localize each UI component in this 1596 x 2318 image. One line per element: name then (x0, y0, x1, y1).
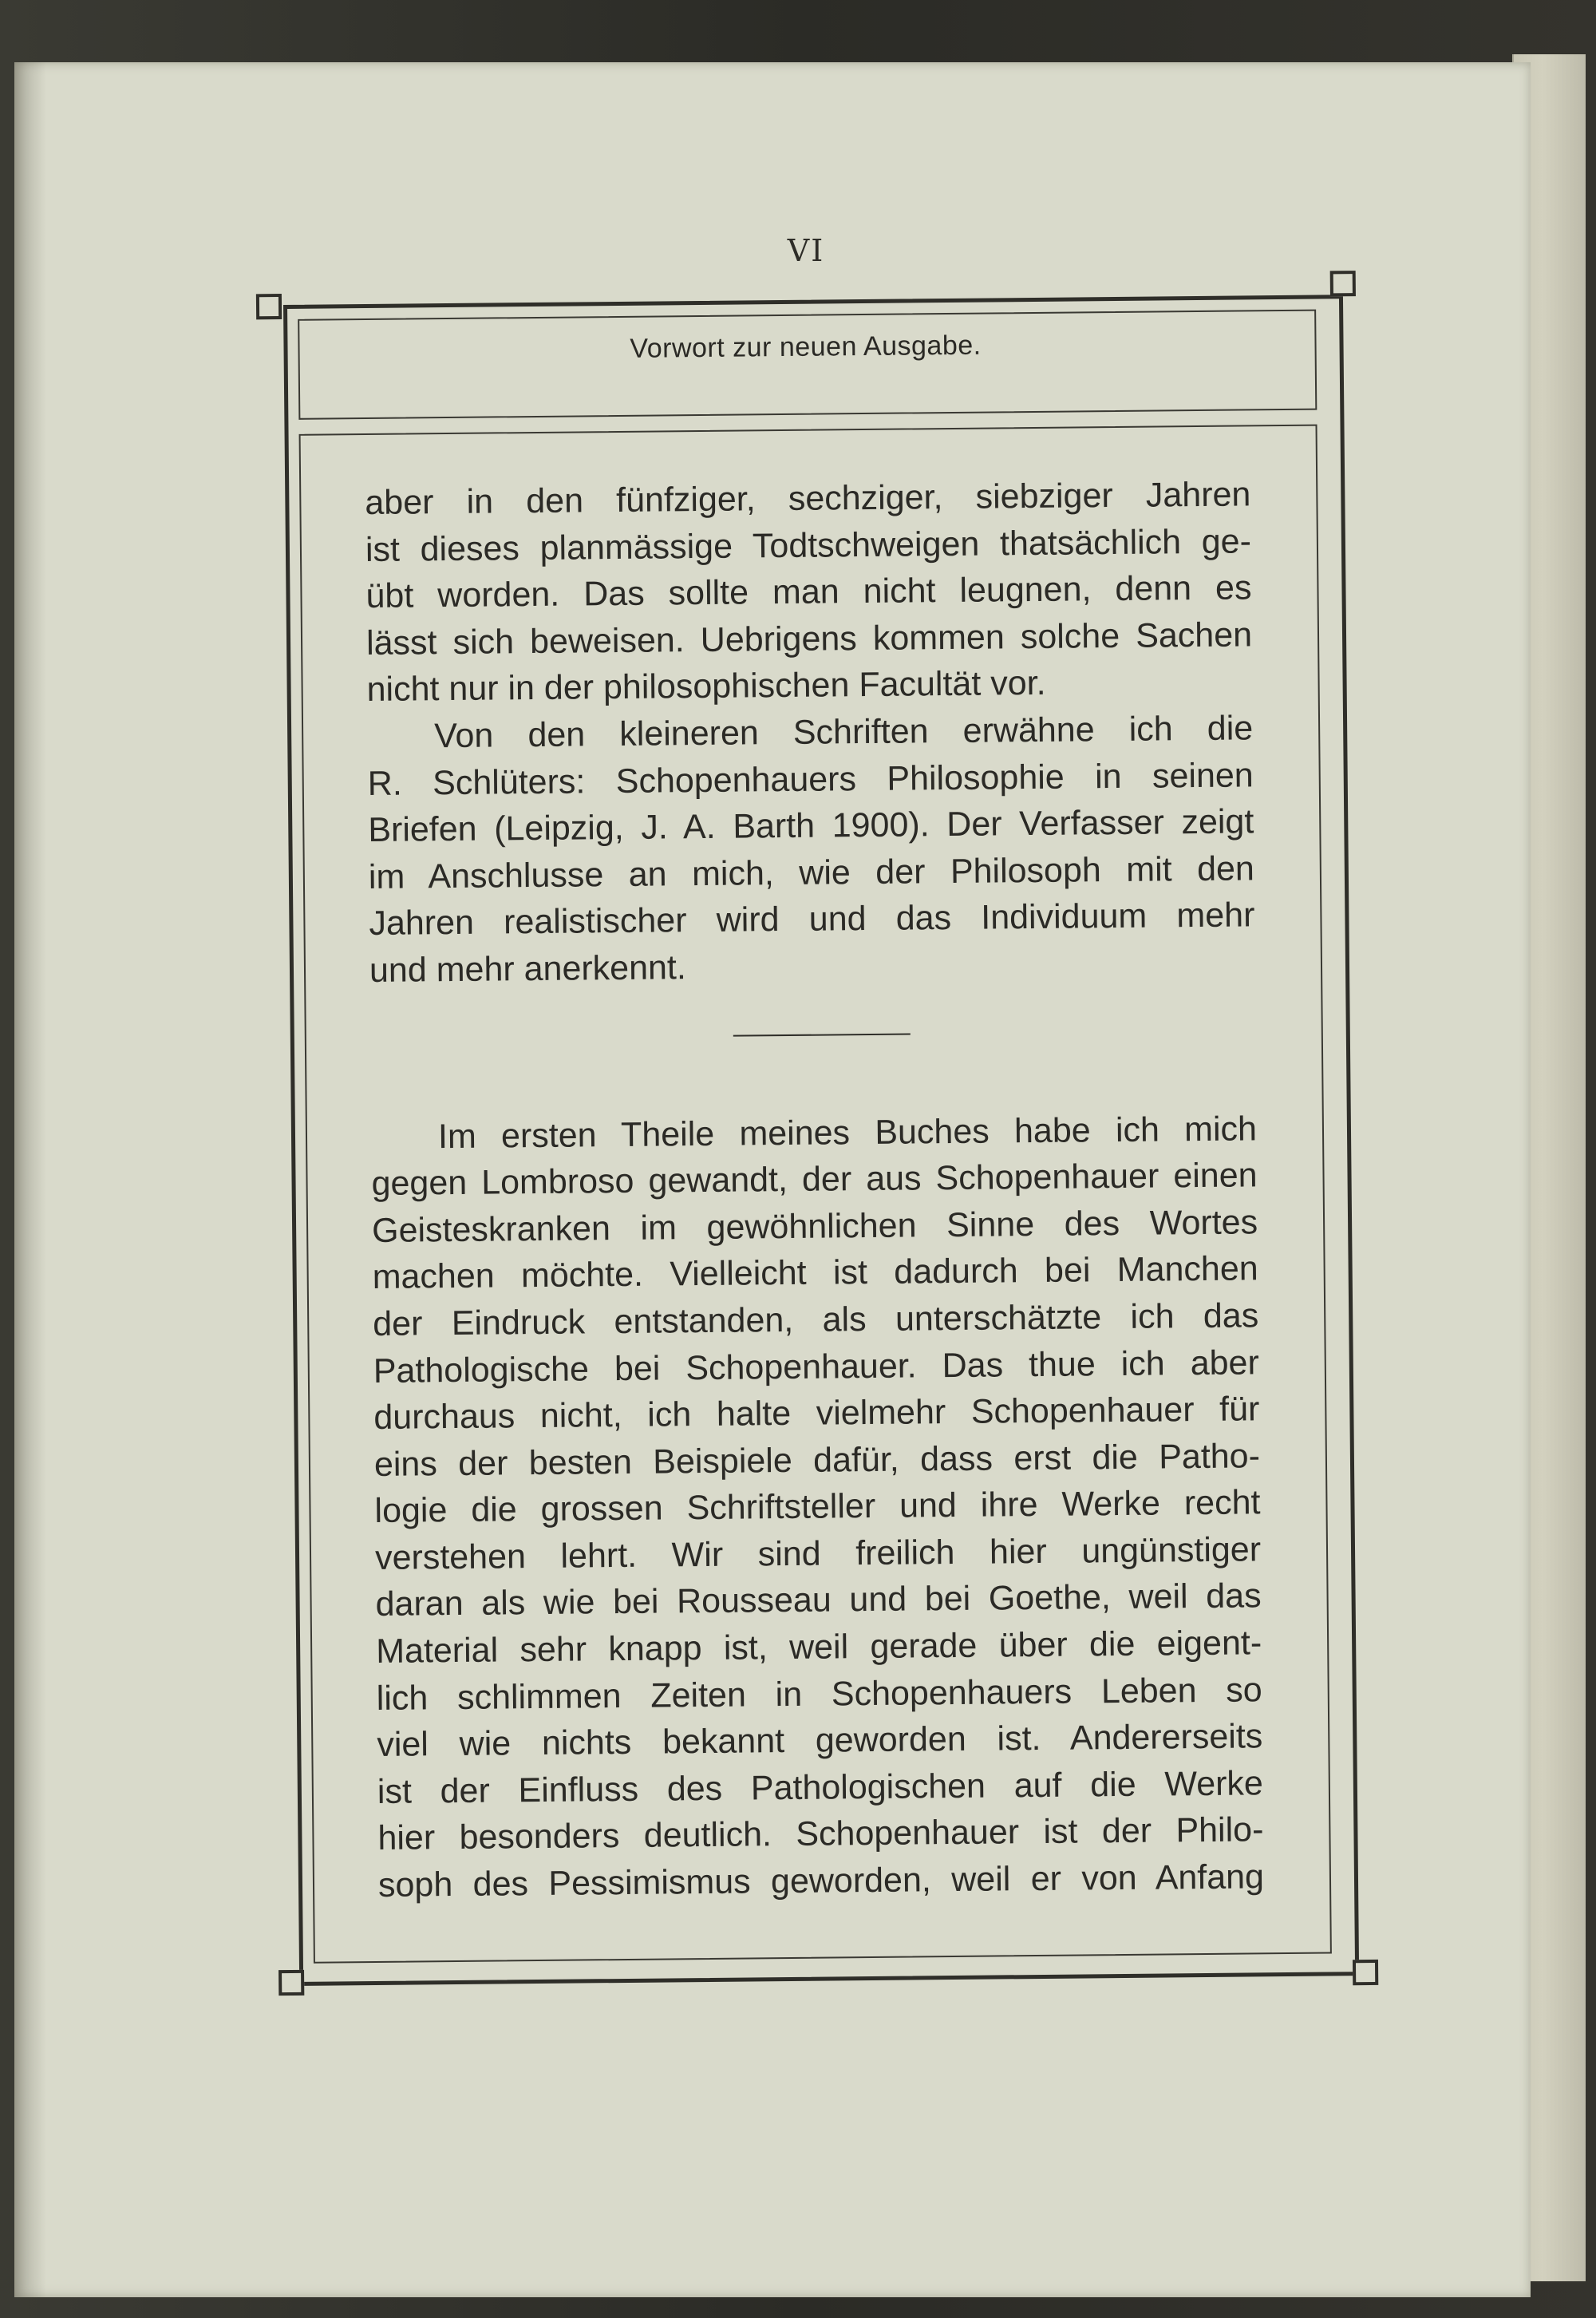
text-line: logie die grossen Schriftsteller und ihre Werke recht (374, 1483, 1261, 1531)
text-line: Pathologische bei Schopenhauer. Das thue ich aber (373, 1343, 1260, 1390)
text-line: der Eindruck entstanden, als unterschätzte ich das (373, 1296, 1259, 1343)
text-line: R. Schlüters: Schopenhauers Philosophie in seinen (367, 755, 1254, 803)
text-line: lich schlimmen Zeiten in Schopenhauers Leben so (376, 1670, 1262, 1718)
text-line: im Anschlusse an mich, wie der Philosoph mit den (368, 849, 1255, 896)
text-line: übt worden. Das sollte man nicht leugnen, denn es (365, 568, 1252, 616)
text-line: aber in den fünfziger, sechziger, siebziger Jahren (365, 475, 1251, 523)
text-line: daran als wie bei Rousseau und bei Goethe, weil das (375, 1576, 1262, 1624)
running-header: Vorwort zur neuen Ausgabe. (630, 330, 982, 364)
section-break (369, 986, 1256, 1114)
page-number: VI (787, 233, 825, 268)
ornamental-frame (283, 295, 1359, 1986)
text-line: verstehen lehrt. Wir sind freilich hier ungünstiger (374, 1530, 1262, 1577)
text-line: Material sehr knapp ist, weil gerade über die eigent- (375, 1624, 1262, 1671)
corner-square-top-right (1330, 271, 1356, 296)
binding-shadow (14, 62, 46, 2297)
text-line: durchaus nicht, ich halte vielmehr Schopenhauer für (373, 1390, 1260, 1438)
text-line: und mehr anerkennt. (369, 948, 687, 990)
text-line: eins der besten Beispiele dafür, dass erst die Patho- (373, 1437, 1261, 1484)
corner-square-bottom-right (1353, 1960, 1378, 1985)
body-text (365, 471, 1264, 1909)
text-line: gegen Lombroso gewandt, der aus Schopenhauer einen (371, 1156, 1258, 1204)
text-line: machen möchte. Vielleicht ist dadurch bei Manchen (372, 1249, 1258, 1297)
text-line: nicht nur in der philosophischen Facultät vor. (366, 664, 1046, 710)
text-line: hier besonders deutlich. Schopenhauer ist der Philo- (377, 1810, 1264, 1858)
text-line: soph des Pessimismus geworden, weil er von Anfang (377, 1857, 1265, 1905)
corner-square-bottom-left (279, 1970, 304, 1996)
text-line: ist dieses planmässige Todtschweigen thatsächlich ge- (365, 521, 1252, 569)
text-line: Geisteskranken im gewöhnlichen Sinne des Wortes (371, 1203, 1258, 1250)
corner-square-top-left (256, 294, 282, 319)
text-line: Jahren realistischer wird und das Individuum mehr (369, 896, 1255, 943)
text-line: Von den kleineren Schriften erwähne ich die (433, 709, 1254, 756)
text-line: Briefen (Leipzig, J. A. Barth 1900). Der Verfasser zeigt (368, 802, 1254, 850)
text-line: ist der Einfluss des Pathologischen auf die Werke (377, 1764, 1264, 1811)
text-line: viel wie nichts bekannt geworden ist. Andererseits (377, 1717, 1263, 1765)
text-line: Im ersten Theile meines Buches habe ich mich (437, 1109, 1258, 1156)
text-line: lässt sich beweisen. Uebrigens kommen solche Sachen (365, 615, 1253, 663)
section-divider-rule (733, 1033, 911, 1036)
